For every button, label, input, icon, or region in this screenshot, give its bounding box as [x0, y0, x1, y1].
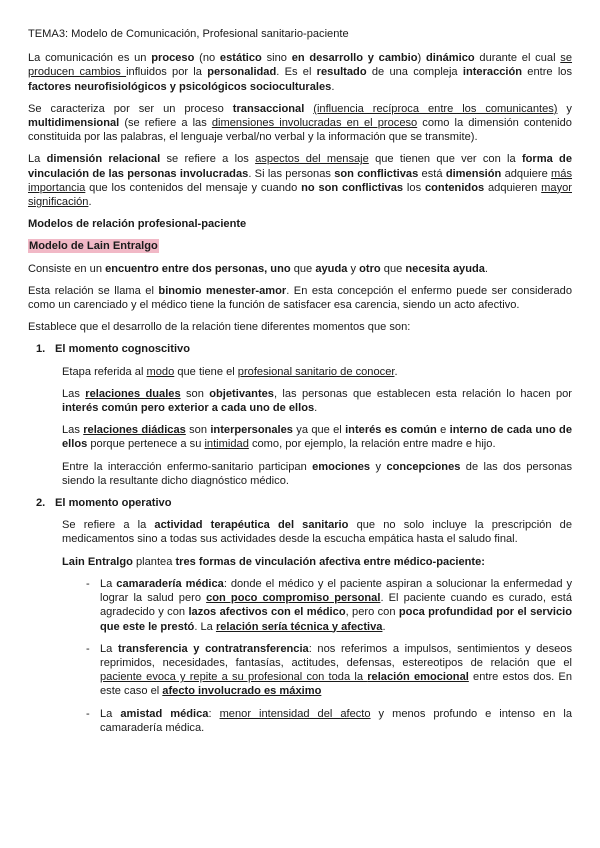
document-header: TEMA3: Modelo de Comunicación, Profesional sanitario-paciente — [28, 28, 349, 40]
bullet-medical-friendship: - La amistad médica: menor intensidad del afecto y menos profundo e intenso en la camaradería médica. — [86, 707, 573, 734]
paragraph-communication-process: La comunicación es un proceso (no estático sino en desarrollo y cambio) dinámico durante el cual se producen cambios influidos por la personalidad. Es el resultado de una compleja interacción entre los factores neurofisiológicos y psicológicos socioculturales. — [28, 52, 573, 93]
bullet-transference: - La transferencia y contratransferencia: nos referimos a impulsos, sentimientos y deseos reprimidos, necesidades, fantasías, actitudes, defensas, estereotipos de relación que el paciente evoca y repite a su profesional con toda la relación emocional entre estos dos. En este caso el afecto involucrado es máximo — [86, 642, 573, 698]
highlighted-heading: Modelo de Lain Entralgo — [29, 240, 158, 253]
paragraph-relational-dimension: La dimensión relacional se refiere a los aspectos del mensaje que tienen que ver con la forma de vinculación de las personas involucradas. Si las personas son conflictivas está dimensión adquiere más importancia que los contenidos del mensaje y cuando no son conflictivas los contenidos adquieren mayor significación. — [28, 153, 573, 209]
list-item-title: El momento cognoscitivo — [55, 343, 190, 356]
paragraph-encounter: Consiste en un encuentro entre dos personas, uno que ayuda y otro que necesita ayuda. — [28, 262, 489, 275]
dash-marker: - — [86, 707, 90, 720]
paragraph-moments-intro: Establece que el desarrollo de la relación tiene diferentes momentos que son: — [28, 321, 411, 334]
heading-relationship-models: Modelos de relación profesional-paciente — [28, 218, 247, 231]
dash-marker: - — [86, 642, 90, 655]
paragraph-therapeutic-activity: Se refiere a la actividad terapéutica del sanitario que no solo incluye la prescripción de medicamentos sino a todas sus actividades desde la escucha empática hasta el saludo final. — [62, 519, 572, 546]
list-number: 1. — [36, 343, 46, 356]
bullet-camaraderie: - La camaradería médica: donde el médico y el paciente aspiran a solucionar la enfermedad y lograr la salud pero con poco compromiso personal. El paciente cuando es curado, está agradecido y con lazos afectivos con el médico, pero con poca profundidad por el servicio que este le prestó. La relación sería técnica y afectiva. — [86, 577, 573, 633]
list-number: 2. — [36, 497, 46, 510]
paragraph-stage-mode: Etapa referida al modo que tiene el profesional sanitario de conocer. — [62, 365, 398, 378]
paragraph-dual-relations: Las relaciones duales son objetivantes, las personas que establecen esta relación lo hacen por interés común pero exterior a cada uno de ellos. — [62, 387, 572, 415]
paragraph-three-forms: Lain Entralgo plantea tres formas de vinculación afectiva entre médico-paciente: — [62, 555, 485, 568]
list-item-operative-moment — [28, 496, 572, 510]
list-item-cognitive-moment — [28, 342, 572, 356]
list-item-title: El momento operativo — [55, 497, 172, 510]
paragraph-dyadic-relations: Las relaciones diádicas son interpersonales ya que el interés es común e interno de cada uno de ellos porque pertenece a su intimidad como, por ejemplo, la relación entre madre e hijo. — [62, 424, 572, 451]
heading-lain-entralgo — [28, 239, 572, 253]
paragraph-transactional: Se caracteriza por ser un proceso transaccional (influencia recíproca entre los comunicantes) y multidimensional (se refiere a las dimensiones involucradas en el proceso como la dimensión contenido constituida por las palabras, el lenguaje verbal/no verbal y la información que se transmite). — [28, 102, 572, 144]
paragraph-interaction: Entre la interacción enfermo-sanitario participan emociones y concepciones de las dos personas siendo la resultante dicho diagnóstico médico. — [62, 460, 572, 487]
paragraph-binomio: Esta relación se llama el binomio menester-amor. En esta concepción el enfermo puede ser considerado como un carenciado y el médico tiene la función de satisfacer esa carencia, siendo un acto afectivo. — [28, 284, 573, 312]
dash-marker: - — [86, 577, 90, 590]
